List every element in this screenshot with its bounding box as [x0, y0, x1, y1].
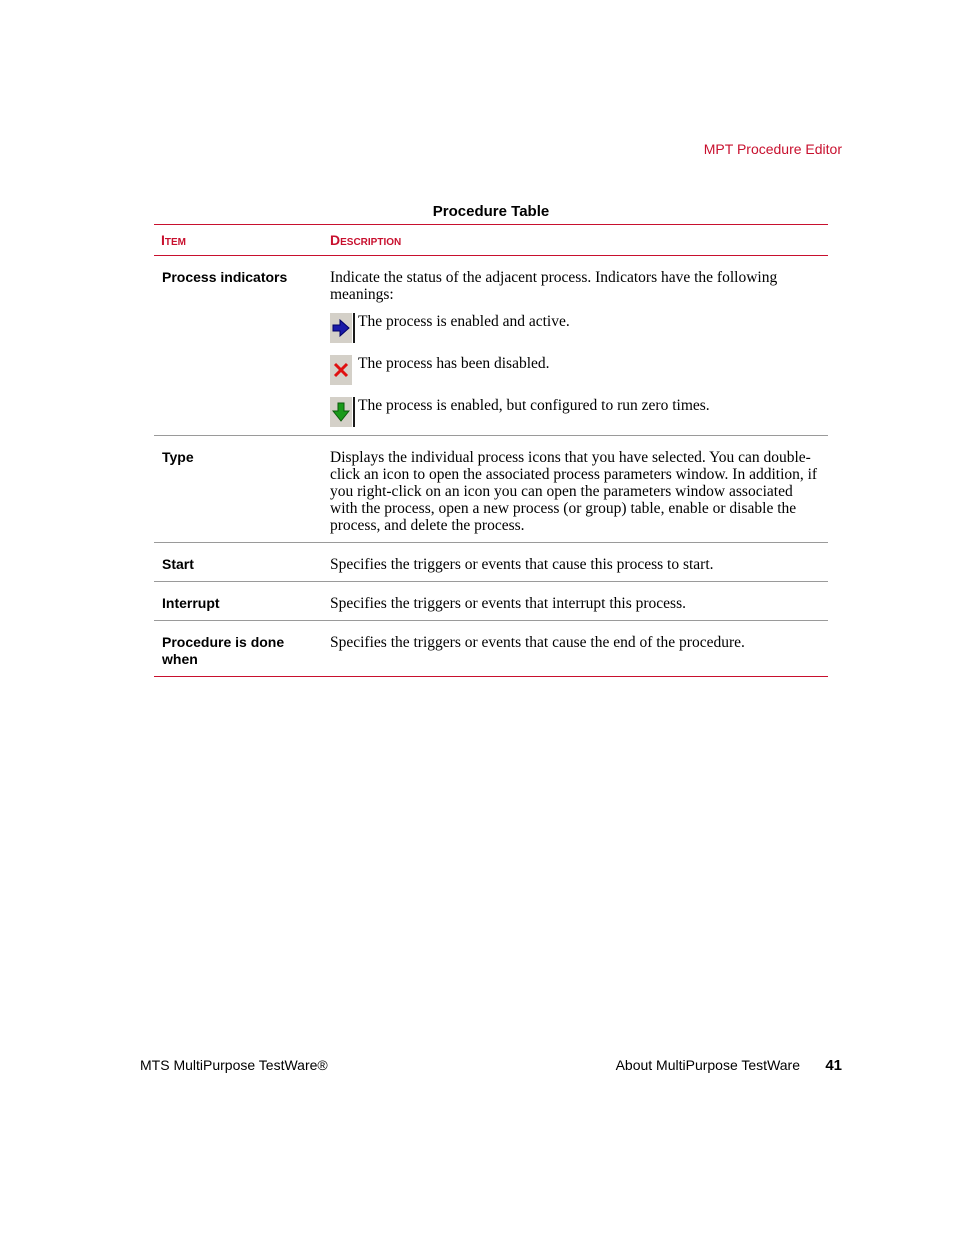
- item-cell: Start: [162, 556, 194, 572]
- table-header-row: [154, 225, 828, 256]
- red-x-icon: [330, 355, 352, 385]
- blue-right-arrow-icon: [330, 313, 352, 343]
- indicator-text: The process is enabled and active.: [358, 313, 570, 330]
- table-row: [154, 543, 828, 582]
- description-cell: Specifies the triggers or events that cause this process to start.: [330, 556, 714, 573]
- indicator-text: The process is enabled, but configured to run zero times.: [358, 397, 710, 414]
- item-cell: Type: [162, 449, 194, 465]
- table-caption: Procedure Table: [432, 203, 550, 220]
- indicator-text: The process has been disabled.: [358, 355, 550, 372]
- indicator-separator: [353, 397, 355, 427]
- table-row: [154, 582, 828, 621]
- green-down-arrow-icon: [330, 397, 352, 427]
- column-header-item: Item: [161, 232, 186, 248]
- footer-product-name: MTS MultiPurpose TestWare®: [140, 1057, 328, 1073]
- table-row: [154, 621, 828, 677]
- item-cell: Procedure is done when: [162, 634, 285, 667]
- item-cell: Process indicators: [162, 269, 288, 285]
- indicator-disabled: [330, 355, 818, 385]
- page-number: 41: [825, 1057, 842, 1074]
- indicator-zero-runs: [330, 397, 818, 427]
- table-row: [154, 256, 828, 436]
- footer-section-title: About MultiPurpose TestWare: [615, 1057, 800, 1073]
- description-text: Indicate the status of the adjacent process. Indicators have the following meanings:: [330, 269, 778, 303]
- description-cell: Specifies the triggers or events that interrupt this process.: [330, 595, 686, 612]
- table-row: [154, 436, 828, 543]
- indicator-separator: [353, 313, 355, 343]
- description-cell: Specifies the triggers or events that cause the end of the procedure.: [330, 634, 745, 651]
- column-header-description: Description: [330, 232, 402, 248]
- description-cell: [330, 256, 828, 436]
- item-cell: Interrupt: [162, 595, 220, 611]
- procedure-table: [154, 224, 828, 677]
- running-header: MPT Procedure Editor: [703, 141, 842, 157]
- indicator-enabled-active: [330, 313, 818, 343]
- description-cell: Displays the individual process icons that you have selected. You can double-click an icon to open the associated process parameters window. In addition, if you right-click on an icon you can open the parameters window associated with the process, open a new process (or group) table, enable or disable the process, and delete the process.: [330, 449, 818, 534]
